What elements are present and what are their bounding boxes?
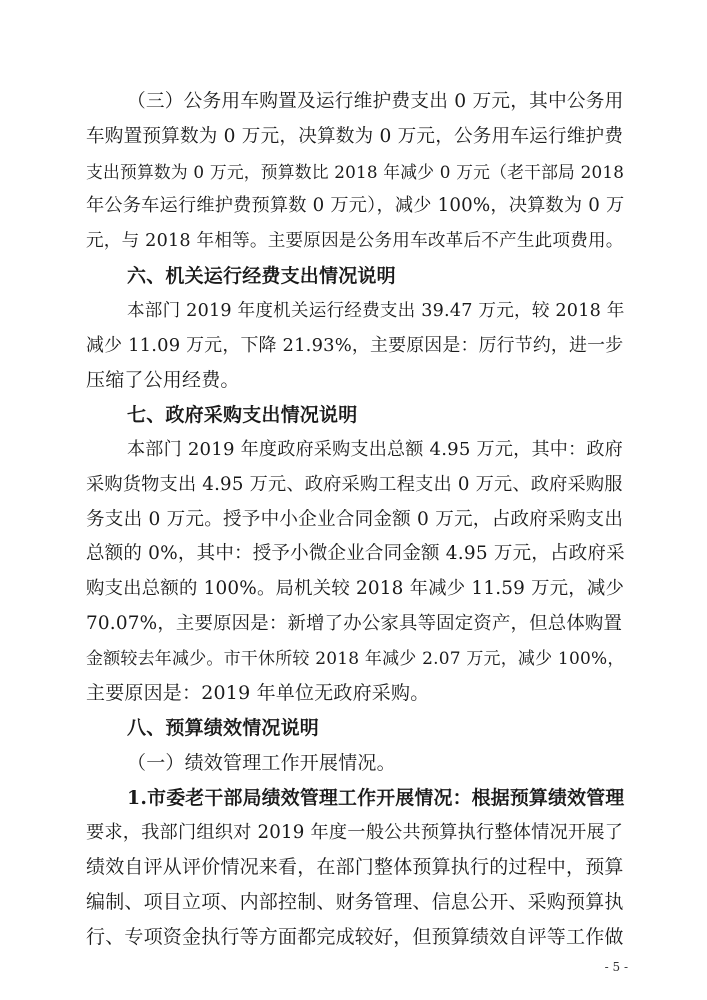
- paragraph-line: 元，与 2018 年相等。主要原因是公务用车改革后不产生此项费用。: [86, 231, 624, 251]
- paragraph-line: 主要原因是：2019 年单位无政府采购。: [86, 682, 430, 704]
- paragraph-line: 要求，我部门组织对 2019 年度一般公共预算执行整体情况开展了: [86, 822, 624, 843]
- paragraph-line: 减少 11.09 万元，下降 21.93%，主要原因是：厉行节约，进一步: [86, 335, 624, 356]
- section-heading-7: 七、政府采购支出情况说明: [127, 404, 358, 426]
- paragraph-line: 购支出总额的 100%。局机关较 2018 年减少 11.59 万元，减少: [86, 578, 625, 599]
- paragraph-line: 总额的 0%，其中：授予小微企业合同金额 4.95 万元，占政府采: [86, 543, 625, 564]
- paragraph-line: 绩效自评从评价情况来看，在部门整体预算执行的过程中，预算: [86, 856, 624, 878]
- paragraph-line: 压缩了公用经费。: [86, 369, 240, 391]
- paragraph-line: （三）公务用车购置及运行维护费支出 0 万元，其中公务用: [127, 91, 624, 112]
- paragraph-line: 1.市委老干部局绩效管理工作开展情况：根据预算绩效管理: [127, 787, 625, 809]
- paragraph-line: 务支出 0 万元。授予中小企业合同金额 0 万元，占政府采购支出: [86, 509, 624, 530]
- paragraph-line: 支出预算数为 0 万元，预算数比 2018 年减少 0 万元（老干部局 2018: [86, 162, 625, 182]
- paragraph-line: 采购货物支出 4.95 万元、政府采购工程支出 0 万元、政府采购服: [86, 474, 623, 495]
- paragraph-line: 年公务车运行维护费预算数 0 万元），减少 100%，决算数为 0 万: [86, 195, 625, 216]
- paragraph-line: 70.07%，主要原因是：新增了办公家具等固定资产，但总体购置: [86, 613, 623, 634]
- paragraph-line: 金额较去年减少。市干休所较 2018 年减少 2.07 万元，减少 100%，: [86, 649, 625, 669]
- paragraph-line: 本部门 2019 年度机关运行经费支出 39.47 万元，较 2018 年: [127, 301, 625, 321]
- subsection-heading: （一）绩效管理工作开展情况。: [127, 752, 396, 774]
- section-heading-8: 八、预算绩效情况说明: [127, 717, 320, 739]
- paragraph-line: 车购置预算数为 0 万元，决算数为 0 万元，公务用车运行维护费: [86, 126, 624, 147]
- section-heading-6: 六、机关运行经费支出情况说明: [127, 265, 396, 287]
- paragraph-line: 行、专项资金执行等方面都完成较好，但预算绩效自评等工作做: [86, 926, 624, 948]
- paragraph-line: 编制、项目立项、内部控制、财务管理、信息公开、采购预算执: [86, 891, 624, 913]
- paragraph-line: 本部门 2019 年度政府采购支出总额 4.95 万元，其中：政府: [127, 439, 623, 460]
- page-number: - 5 -: [604, 960, 628, 974]
